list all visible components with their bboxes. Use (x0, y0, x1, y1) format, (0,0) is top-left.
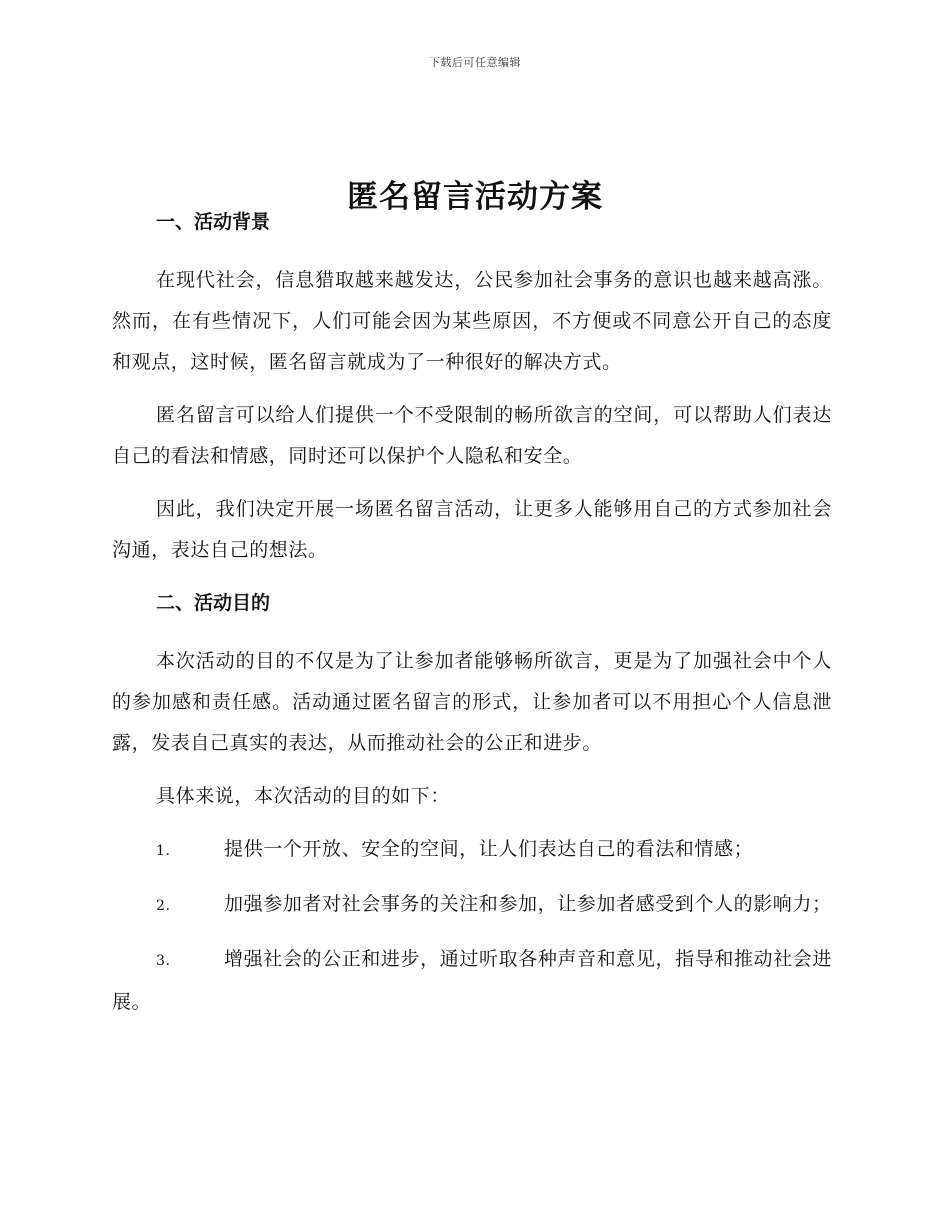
section-heading-background: 一、活动背景 (156, 211, 271, 233)
paragraph: 本次活动的目的不仅是为了让参加者能够畅所欲言，更是为了加强社会中个人的参加感和责任感。活动通过匿名留言的形式，让参加者可以不用担心个人信息泄露，发表自己真实的表达，从而推动社会的公正和进步。 (112, 650, 832, 754)
list-item-number: 3. (156, 953, 171, 969)
list-item-text: 提供一个开放、安全的空间，让人们表达自己的看法和情感； (224, 838, 754, 860)
list-item-text: 增强社会的公正和进步，通过听取各种声音和意见，指导和推动社会进展。 (112, 948, 832, 1013)
document-body (112, 200, 832, 1035)
list-item-number: 2. (156, 898, 171, 914)
paragraph: 在现代社会，信息猎取越来越发达，公民参加社会事务的意识也越来越高涨。然而，在有些情况下，人们可能会因为某些原因，不方便或不同意公开自己的态度和观点，这时候，匿名留言就成为了一种很好的解决方式。 (112, 269, 832, 373)
list-item (112, 829, 832, 872)
list-item (112, 939, 832, 1023)
page-header-note: 下载后可任意编辑 (429, 56, 521, 69)
paragraph: 匿名留言可以给人们提供一个不受限制的畅所欲言的空间，可以帮助人们表达自己的看法和情感，同时还可以保护个人隐私和安全。 (112, 404, 832, 467)
section-heading-purpose: 二、活动目的 (156, 592, 271, 614)
document-title: 匿名留言活动方案 (347, 178, 603, 215)
list-item-text: 加强参加者对社会事务的关注和参加，让参加者感受到个人的影响力； (224, 893, 832, 915)
list-item-number: 1. (156, 843, 171, 859)
paragraph: 因此，我们决定开展一场匿名留言活动，让更多人能够用自己的方式参加社会沟通，表达自己的想法。 (112, 498, 832, 561)
list-item (112, 884, 832, 927)
paragraph: 具体来说，本次活动的目的如下： (156, 785, 451, 807)
